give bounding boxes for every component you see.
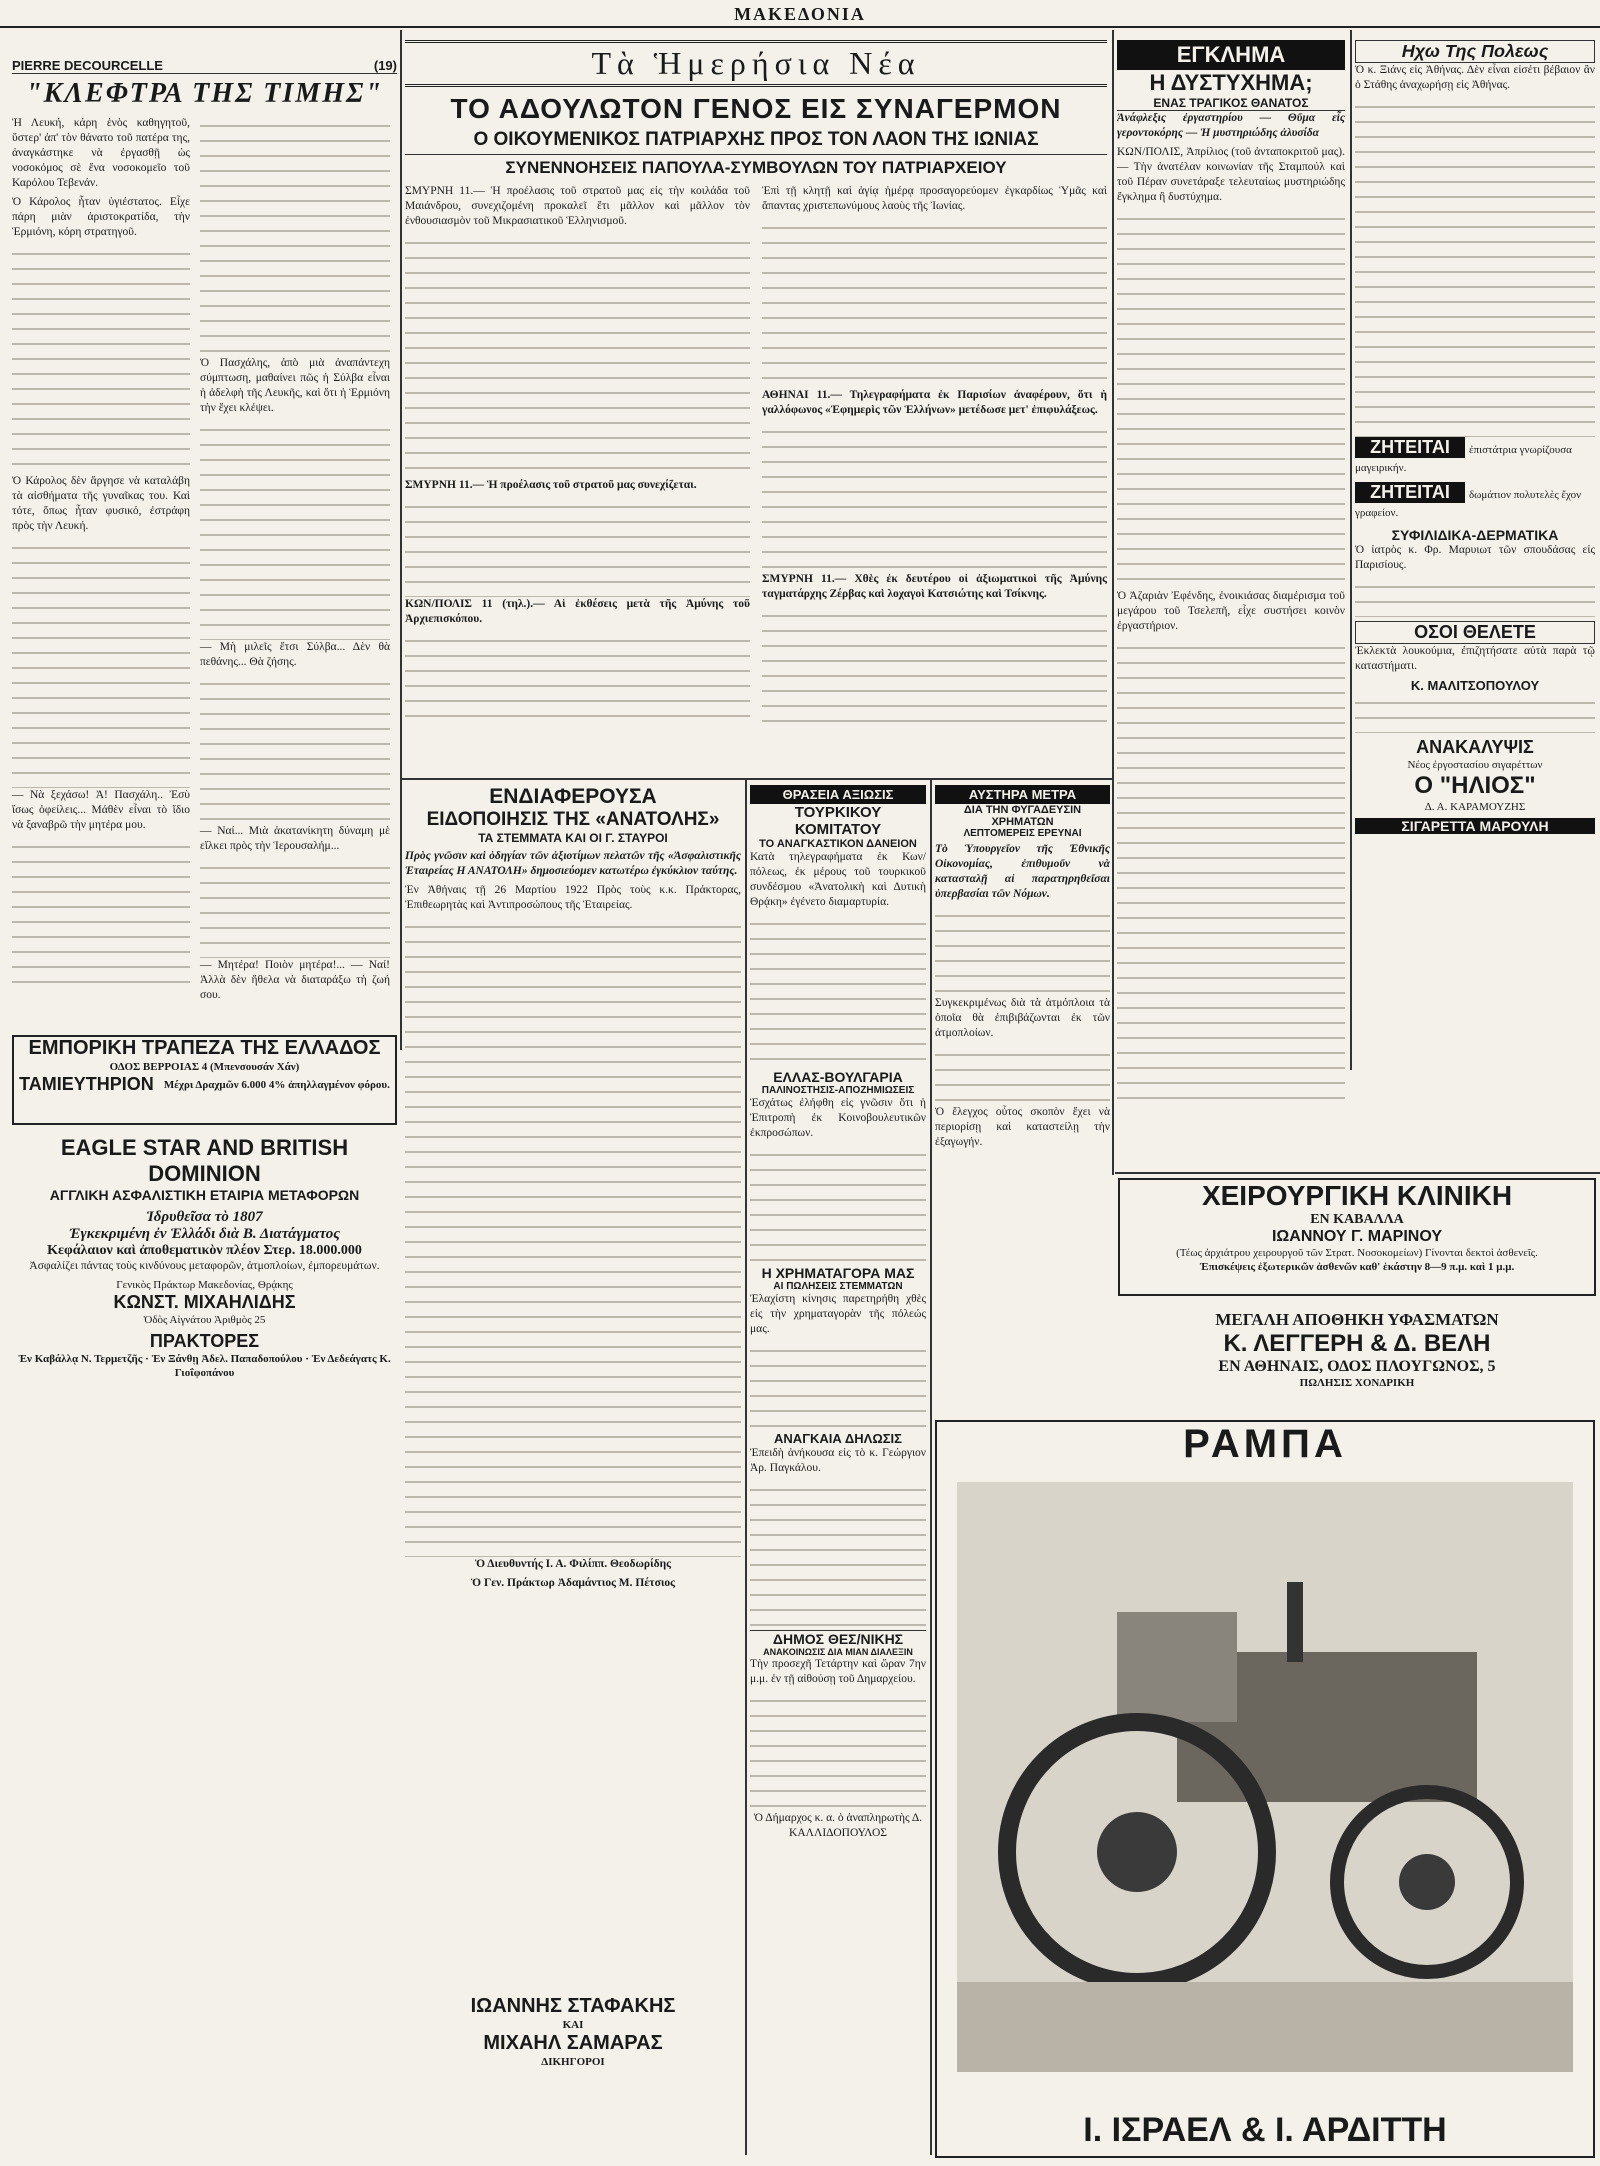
eagle-agent: ΚΩΝΣΤ. ΜΙΧΑΗΛΙΔΗΣ	[113, 1292, 296, 1312]
text-body	[405, 233, 750, 478]
news-dispatch: ΣΜΥΡΝΗ 11.— Χθὲς ἐκ δευτέρου οἱ ἀξιωματικοὶ τῆς Ἀμύνης ταγματάρχης Ζέρβας καὶ λοχαγοὶ Κατσιώτης καὶ Τσίκνης.	[762, 573, 1107, 600]
eagle-approved: Ἐγκεκριμένη ἐν Ἑλλάδι διὰ Β. Διατάγματος	[68, 1226, 340, 1242]
text-body	[200, 674, 390, 824]
anatoli-paragraph: Ἐν Ἀθήναις τῇ 26 Μαρτίου 1922 Πρὸς τοὺς κ.κ. Πράκτορας, Ἐπιθεωρητὰς καὶ Ἀντιπροσώπους τῆς Ἑταιρείας.	[405, 884, 741, 911]
oso-text: Ἐκλεκτὰ λουκούμια, ἐπιζητήσατε αὐτὰ παρὰ τῷ καταστήματι.	[1355, 645, 1595, 672]
text-body	[12, 244, 190, 474]
city-echo-title: Ηχω Της Πολεως	[1355, 40, 1595, 63]
city-echo-paragraph: Ὁ κ. Ξιάνς εἰς Ἀθήνας. Δὲν εἶναι εἰσέτι βέβαιον ἂν ὁ Στάθης ἀναχωρήσῃ εἰς Ἀθήνας.	[1355, 64, 1595, 91]
lawyer-name: ΙΩΑΝΝΗΣ ΣΤΑΦΑΚΗΣ	[470, 1995, 676, 2017]
wanted-text: ἐπιστάτρια γνωρίζουσα μαγειρικήν.	[1355, 444, 1572, 474]
cigarette-title: ΣΙΓΑΡΕΤΤΑ ΜΑΡΟΥΛΗ	[1355, 818, 1595, 834]
text-body	[935, 906, 1110, 996]
text-body	[750, 1691, 926, 1811]
greece-bulgaria-paragraph: Ἐσχάτως ἐλήφθη εἰς γνῶσιν ὅτι ἡ Ἐπιτροπὴ ἐκ Κοινοβουλευτικῶν ἐκπροσώπων.	[750, 1097, 926, 1139]
text-body	[1355, 693, 1595, 733]
textiles-title: ΜΕΓΑΛΗ ΑΠΟΘΗΚΗ ΥΦΑΣΜΑΤΩΝ	[1215, 1310, 1499, 1329]
news-dispatch: ΚΩΝ/ΠΟΛΙΣ 11 (τηλ.).— Αἱ ἐκθέσεις μετὰ τῆς Ἀμύνης τοῦ Ἀρχιεπισκόπου.	[405, 598, 750, 625]
sun-title: Ο "ΗΛΙΟΣ"	[1414, 772, 1536, 799]
serial-dialogue: — Μὴ μιλεῖς ἔτσι Σύλβα... Δὲν θὰ πεθάνης... Θὰ ζήσης.	[200, 641, 390, 668]
strict-paragraph: Τὸ Ὑπουργεῖον τῆς Ἐθνικῆς Οἰκονομίας, ἐπιθυμοῦν νὰ κατασταλῇ αἱ παρατηρηθεῖσαι ὑπερβασίαι τῶν Νόμων.	[935, 843, 1110, 900]
text-body	[1117, 209, 1345, 589]
masthead: ΜΑΚΕΔΟΝΙΑ	[0, 0, 1600, 28]
strict-subtitle: ΔΙΑ ΤΗΝ ΦΥΓΑΔΕΥΣΙΝ ΧΡΗΜΑΤΩΝ	[963, 804, 1082, 828]
eagle-agent-address: Ὁδὸς Αἰγνάτου Ἀριθμὸς 25	[143, 1314, 266, 1326]
clinic-hours: Ἐπισκέψεις ἐξωτερικῶν ἀσθενῶν καθ' ἑκάστην 8—9 π.μ. καὶ 1 μ.μ.	[1199, 1261, 1515, 1273]
serial-novel	[12, 58, 397, 1028]
greece-bulgaria-title: ΕΛΛΑΣ-ΒΟΥΛΓΑΡΙΑ	[773, 1069, 903, 1085]
text-body	[762, 606, 1107, 731]
column-rule	[400, 30, 402, 1050]
strict-paragraph: Ὁ ἔλεγχος οὗτος σκοπὸν ἔχει νὰ περιορίσῃ καὶ καταστείλῃ τὴν ἐξαγωγήν.	[935, 1106, 1110, 1148]
turkish-title: ΤΟΥΡΚΙΚΟΥ ΚΟΜΙΤΑΤΟΥ	[794, 804, 882, 838]
serial-paragraph: Ἡ Λευκή, κάρη ἑνὸς καθηγητοῦ, ὕστερ' ἀπ' τὸν θάνατο τοῦ πατέρα της, ἀναγκάστηκε νὰ ἐργασθῇ ὡς νοσοκόμος σὲ ἕνα νοσοκομεῖο τοῦ Καρόλου Τεβενάν.	[12, 117, 190, 189]
text-body	[1355, 97, 1595, 437]
text-body	[1355, 577, 1595, 617]
turkish-subtitle: ΤΟ ΑΝΑΓΚΑΣΤΙΚΟΝ ΔΑΝΕΙΟΝ	[759, 838, 917, 850]
text-body	[750, 914, 926, 1069]
savings-text: Μέχρι Δραχμῶν 6.000 4% ἀπηλλαγμένον φόρου.	[163, 1078, 390, 1091]
text-body	[935, 1045, 1110, 1105]
municipality-paragraph: Τὴν προσεχῆ Τετάρτην καὶ ὥραν 7ην μ.μ. ἐν τῇ αἰθούσῃ τοῦ Δημαρχείου.	[750, 1658, 926, 1685]
eagle-title: EAGLE STAR AND BRITISH DOMINION	[60, 1135, 349, 1186]
daily-news-banner: Τὰ Ἡμερήσια Νέα	[405, 40, 1107, 87]
eagle-agents-title: ΠΡΑΚΤΟΡΕΣ	[149, 1331, 260, 1351]
malt-name: Κ. ΜΑΛΙΤΣΟΠΟΥΛΟΥ	[1410, 678, 1540, 693]
discovery-title: ΑΝΑΚΑΛΥΨΙΣ	[1416, 737, 1534, 757]
text-body	[750, 1145, 926, 1265]
text-body	[200, 116, 390, 356]
text-body	[762, 422, 1107, 572]
crime-title: Η ΔΥΣΤΥΧΗΜΑ;	[1149, 70, 1313, 95]
wanted-text: δωμάτιον πολυτελὲς ἔχον γραφείον.	[1355, 489, 1582, 519]
bank-address: ΟΔΟΣ ΒΕΡΡΟΙΑΣ 4 (Μπενσουσάν Χάν)	[109, 1061, 300, 1073]
strict-paragraph: Συγκεκριμένως διὰ τὰ ἀτμόπλοια τὰ ὁποῖα θὰ ἐπιβιβάζωνται ἐκ τῶν ἀτμοπλοίων.	[935, 997, 1110, 1039]
anatoli-representative: Ὁ Γεν. Πράκτωρ Ἀδαμάντιος Μ. Πέτσιος	[471, 1577, 675, 1589]
oso-title: ΟΣΟΙ ΘΕΛΕΤΕ	[1355, 621, 1595, 644]
eagle-text: Ἀσφαλίζει πάντας τοὺς κινδύνους μεταφορῶν, ἀτμοπλοίων, ἐμπορευμάτων.	[29, 1260, 380, 1272]
crime-summary: Ἀνάφλεξις ἐργαστηρίου — Θῦμα εἷς γεροντοκόρης — Ἡ μυστηριώδης ἀλυσίδα	[1117, 112, 1345, 139]
anatoli-subtitle: ΤΑ ΣΤΕΜΜΑΤΑ ΚΑΙ ΟΙ Γ. ΣΤΑΥΡΟΙ	[478, 831, 668, 845]
medical-text: Ὁ ἰατρὸς κ. Φρ. Μαρυιωτ τῶν σπουδάσας εἰς Παρισίους.	[1355, 544, 1595, 571]
patriarch-message: Ἐπὶ τῇ κλητῇ καὶ ἁγίᾳ ἡμέρᾳ προσαγορεύομεν ἐγκαρδίως Ὑμᾶς καὶ ἅπαντας χριστεπωνύμους λαοὺς τῆς Ἰωνίας.	[762, 185, 1107, 212]
municipality-signature: Ὁ Δήμαρχος κ. α. ὁ ἀναπληρωτὴς Δ. ΚΑΛΛΙΔΟΠΟΥΛΟΣ	[753, 1812, 923, 1839]
crime-paragraph: Ὁ Ἀζαριὰν Ἐφένδης, ἐνοικιάσας διαμέρισμα τοῦ μεγάρου τοῦ Τσελεπῆ, εἶχε συστήσει κοινὸν ἐργαστήριον.	[1117, 590, 1345, 632]
strict-title: ΑΥΣΤΗΡΑ ΜΕΤΡΑ	[935, 785, 1110, 804]
serial-author: PIERRE DECOURCELLE	[12, 58, 163, 73]
anatoli-signature: Ὁ Διευθυντής Ι. Α. Φιλίππ. Θεοδωρίδης	[475, 1558, 671, 1570]
tractor-icon	[957, 1482, 1573, 2072]
right-column	[1355, 40, 1595, 1170]
bank-ad	[12, 1035, 397, 1125]
crime-title: ΕΓΚΛΗΜΑ	[1117, 40, 1345, 70]
text-body	[405, 631, 750, 721]
section-rule	[1115, 1172, 1600, 1174]
lawyers-role: ΔΙΚΗΓΟΡΟΙ	[541, 2056, 605, 2068]
column-rule	[745, 780, 747, 2155]
anatoli-paragraph: Πρὸς γνῶσιν καὶ ὁδηγίαν τῶν ἀξιοτίμων πελατῶν τῆς «Ἀσφαλιστικῆς Ἑταιρείας Η ΑΝΑΤΟΛΗ» δημοσιεύομεν κατωτέρω ἐγκύκλιον ταύτης.	[405, 850, 741, 877]
wanted-title: ΖΗΤΕΙΤΑΙ	[1355, 437, 1465, 458]
eagle-star-ad	[12, 1135, 397, 2155]
anatoli-notice	[405, 785, 741, 1725]
text-body	[1117, 638, 1345, 1108]
strict-subtitle: ΛΕΠΤΟΜΕΡΕΙΣ ΕΡΕΥΝΑΙ	[963, 828, 1082, 839]
clinic-location: ΕΝ ΚΑΒΑΛΛΑ	[1310, 1212, 1404, 1227]
serial-paragraph: Ὁ Πασχάλης, ἀπὸ μιὰ ἀναπάντεχη σύμπτωση, μαθαίνει πῶς ἡ Σύλβα εἶναι ἡ ἀδελφὴ τῆς Λευκῆς, καὶ ὅτι ἡ Ἑρμιόνη τὴν ἔχει κλέψει.	[200, 357, 390, 414]
serial-dialogue: — Μητέρα! Ποιὸν μητέρα!... — Ναί! Ἀλλὰ δὲν ἤθελα νὰ διαταράξω τὴ ζωή σου.	[200, 959, 390, 1001]
tractor-illustration	[957, 1482, 1573, 2072]
medical-title: ΣΥΦΙΛΙΔΙΚΑ-ΔΕΡΜΑΤΙΚΑ	[1391, 527, 1559, 543]
serial-title: "ΚΛΕΦΤΡΑ ΤΗΣ ΤΙΜΗΣ"	[26, 78, 383, 109]
exchange-subtitle: ΑΙ ΠΩΛΗΣΕΙΣ ΣΤΕΜΜΑΤΩΝ	[773, 1281, 903, 1292]
eagle-agent-label: Γενικὸς Πράκτωρ Μακεδονίας, Θρᾴκης	[116, 1279, 293, 1291]
lawyers-and: ΚΑΙ	[562, 2019, 584, 2031]
clinic-ad	[1118, 1178, 1596, 1296]
serial-number: (19)	[373, 58, 397, 73]
eagle-agents-list: Ἐν Καβάλλᾳ Ν. Τερμετζῆς · Ἐν Ξάνθῃ Ἀδελ. Παπαδοπούλου · Ἐν Δεδεάγατς Κ. Γιοΐφοπάνου	[18, 1353, 391, 1379]
column-rule	[1350, 30, 1352, 1070]
anatoli-title: ΕΙΔΟΠΟΙΗΣΙΣ ΤΗΣ «ΑΝΑΤΟΛΗΣ»	[426, 809, 720, 830]
textiles-address: ΕΝ ΑΘΗΝΑΙΣ, ΟΔΟΣ ΠΛΟΥΓΩΝΟΣ, 5	[1218, 1358, 1496, 1375]
eagle-founded: Ἱδρυθεῖσα τὸ 1807	[146, 1209, 263, 1225]
discovery-subtitle: Νέος ἐργοστασίου σιγαρέττων	[1407, 759, 1543, 771]
anatoli-title: ΕΝΔΙΑΦΕΡΟΥΣΑ	[489, 785, 657, 808]
eagle-capital: Κεφάλαιον καὶ ἀποθεματικὸν πλέον Στερ. 18.000.000	[47, 1243, 362, 1258]
lawyers-ad	[405, 1995, 741, 2155]
savings-label: ΤΑΜΙΕΥΤΗΡΙΟΝ	[19, 1074, 154, 1094]
text-body	[200, 858, 390, 958]
wanted-title: ΖΗΤΕΙΤΑΙ	[1355, 482, 1465, 503]
column-rule	[1112, 30, 1114, 1175]
serial-paragraph: Ὁ Κάρολος ἦταν ὑγιέστατος. Εἶχε πάρη μιὰν ἀριστοκρατίδα, τὴν Ἑρμιόνη, κόρη στρατηγοῦ.	[12, 196, 190, 238]
clinic-text: (Τέως ἀρχιάτρου χειρουργοῦ τῶν Στρατ. Νοσοκομείων) Γίνονται δεκτοὶ ἀσθενεῖς.	[1176, 1247, 1538, 1259]
textiles-wholesale: ΠΩΛΗΣΙΣ ΧΟΝΔΡΙΚΗ	[1299, 1377, 1415, 1389]
declaration-title: ΑΝΑΓΚΑΙΑ ΔΗΛΩΣΙΣ	[774, 1431, 902, 1446]
karamouzis-name: Δ. Α. ΚΑΡΑΜΟΥΖΗΣ	[1424, 801, 1526, 813]
text-body	[405, 917, 741, 1557]
turkish-title: ΘΡΑΣΕΙΑ ΑΞΙΩΣΙΣ	[750, 785, 926, 804]
lawyer-name: ΜΙΧΑΗΛ ΣΑΜΑΡΑΣ	[483, 2032, 663, 2054]
text-body	[12, 538, 190, 788]
clinic-title: ΧΕΙΡΟΥΡΓΙΚΗ ΚΛΙΝΙΚΗ	[1201, 1180, 1513, 1211]
headline-consultations: ΣΥΝΕΝΝΟΗΣΕΙΣ ΠΑΠΟΥΛΑ-ΣΥΜΒΟΥΛΩΝ ΤΟΥ ΠΑΤΡΙΑΡΧΕΙΟΥ	[505, 158, 1007, 177]
textiles-ad	[1118, 1310, 1596, 1410]
section-rule	[402, 778, 1112, 780]
text-body	[405, 497, 750, 597]
middle-column	[750, 785, 926, 2160]
news-dispatch: ΣΜΥΡΝΗ 11.— Ἡ προέλασις τοῦ στρατοῦ μας συνεχίζεται.	[405, 479, 697, 491]
municipality-subtitle: ΑΝΑΚΟΙΝΩΣΙΣ ΔΙΑ ΜΙΑΝ ΔΙΑΛΕΞΙΝ	[763, 1647, 913, 1657]
headline-main: ΤΟ ΑΔΟΥΛΩΤΟΝ ΓΕΝΟΣ ΕΙΣ ΣΥΝΑΓΕΡΜΟΝ	[450, 93, 1062, 124]
text-body	[750, 1480, 926, 1630]
headline-patriarch: Ο ΟΙΚΟΥΜΕΝΙΚΟΣ ΠΑΤΡΙΑΡΧΗΣ ΠΡΟΣ ΤΟΝ ΛΑΟΝ ΤΗΣ ΙΩΝΙΑΣ	[405, 129, 1107, 155]
serial-dialogue: — Ναί... Μιὰ ἀκατανίκητη δύναμη μὲ εἵλκει πρὸς τὴν Ἱερουσαλήμ...	[200, 825, 390, 852]
text-body	[750, 1341, 926, 1431]
text-body	[762, 218, 1107, 388]
daily-news-section	[405, 40, 1107, 775]
strict-measures	[935, 785, 1110, 1170]
municipality-title: ΔΗΜΟΣ ΘΕΣ/ΝΙΚΗΣ	[750, 1630, 926, 1647]
clinic-doctor: ΙΩΑΝΝΟΥ Γ. ΜΑΡΙΝΟΥ	[1271, 1228, 1443, 1245]
news-dispatch: ΑΘΗΝΑΙ 11.— Τηλεγραφήματα ἐκ Παρισίων ἀναφέρουν, ὅτι ἡ γαλλόφωνος «Ἐφημερὶς τῶν Ἑλλήνων» μετέδωσε μετ' ἐπιφυλάξεως.	[762, 389, 1107, 416]
serial-paragraph: Ὁ Κάρολος δὲν ἄργησε νὰ καταλάβη τὰ αἰσθήματα τῆς γυναῖκας του. Καὶ τότε, ὅπως ἦταν φυσικό, ἐστράφη πρὸς τὴν Λευκή.	[12, 475, 190, 532]
text-body	[200, 420, 390, 640]
rampa-title: ΡΑΜΠΑ	[1183, 1422, 1347, 1466]
crime-story	[1117, 40, 1345, 1170]
lead-paragraph: ΣΜΥΡΝΗ 11.— Ἡ προέλασις τοῦ στρατοῦ μας εἰς τὴν κοιλάδα τοῦ Μαιάνδρου, συνεχιζομένη προκαλεῖ ἔτι μᾶλλον καὶ μᾶλλον τὸν ἐνθουσιασμὸν τοῦ Μικρασιατικοῦ Ἑλληνισμοῦ.	[405, 185, 750, 227]
crime-paragraph: ΚΩΝ/ΠΟΛΙΣ, Ἀπρίλιος (τοῦ ἀνταποκριτοῦ μας).— Τὴν ἀνατέλαν κοινωνίαν τῆς Σταμπούλ καὶ τοῦ Πέραν συνετάραξε τελευταίως μυστηριώδης ἔγκλημα ἢ δυστύχημα.	[1117, 146, 1345, 203]
turkish-paragraph: Κατὰ τηλεγραφήματα ἐκ Κων/πόλεως, ἐκ μέρους τοῦ τουρκικοῦ συνδέσμου «Ἀνατολικὴ καὶ Δυτικὴ Θρᾴκη» ἐγένετο διαμαρτυρία.	[750, 851, 926, 908]
rampa-ad	[935, 1420, 1595, 2158]
exchange-title: Η ΧΡΗΜΑΤΑΓΟΡΑ ΜΑΣ	[761, 1265, 915, 1281]
rampa-footer: Ι. ΙΣΡΑΕΛ & Ι. ΑΡΔΙΤΤΗ	[1083, 2111, 1447, 2149]
column-rule	[930, 780, 932, 2155]
crime-subtitle: ΕΝΑΣ ΤΡΑΓΙΚΟΣ ΘΑΝΑΤΟΣ	[1117, 96, 1345, 111]
declaration-paragraph: Ἐπειδὴ ἀνήκουσα εἰς τὸ κ. Γεώργιον Ἀρ. Παγκάλου.	[750, 1447, 926, 1474]
bank-title: ΕΜΠΟΡΙΚΗ ΤΡΑΠΕΖΑ ΤΗΣ ΕΛΛΑΔΟΣ	[28, 1037, 381, 1059]
text-body	[12, 837, 190, 987]
eagle-subtitle: ΑΓΓΛΙΚΗ ΑΣΦΑΛΙΣΤΙΚΗ ΕΤΑΙΡΙΑ ΜΕΤΑΦΟΡΩΝ	[49, 1187, 360, 1203]
greece-bulgaria-subtitle: ΠΑΛΙΝΟΣΤΗΣΙΣ-ΑΠΟΖΗΜΙΩΣΕΙΣ	[761, 1085, 915, 1096]
exchange-paragraph: Ἐλαχίστη κίνησις παρετηρήθη χθὲς εἰς τὴν χρηματαγορὰν τῆς πόλεώς μας.	[750, 1293, 926, 1335]
serial-dialogue: — Νὰ ξεχάσω! Ἀ! Πασχάλη.. Ἐσὺ ἴσως ὀφείλεις... Μάθὲν εἶναι τὸ ἴδιο νὰ ξαναβρῶ τὴν μητέρα μου.	[12, 789, 190, 831]
textiles-merchants: Κ. ΛΕΓΓΕΡΗ & Δ. ΒΕΛΗ	[1223, 1330, 1491, 1357]
